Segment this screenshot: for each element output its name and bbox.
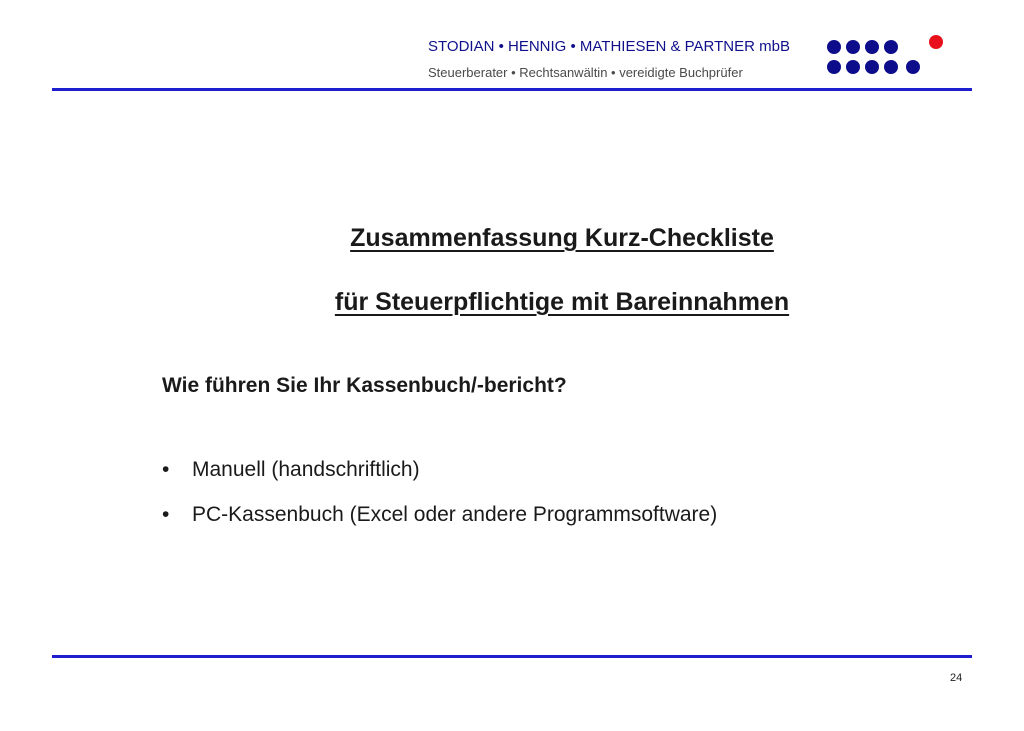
slide-title-line1: Zusammenfassung Kurz-Checkliste xyxy=(350,224,774,252)
slide-title-line2: für Steuerpflichtige mit Bareinnahmen xyxy=(334,288,790,316)
footer-divider xyxy=(52,655,972,658)
logo-dot xyxy=(846,60,860,74)
logo-dot xyxy=(827,40,841,54)
logo-accent-dot xyxy=(929,35,943,49)
logo-dot xyxy=(865,40,879,54)
page-number: 24 xyxy=(950,672,963,684)
firm-name: STODIAN • HENNIG • MATHIESEN & PARTNER mbB xyxy=(428,38,790,55)
header-divider xyxy=(52,88,972,91)
logo-dot xyxy=(865,60,879,74)
logo-dot xyxy=(846,40,860,54)
firm-logo-dots xyxy=(822,30,952,82)
list-item xyxy=(162,458,717,503)
bullet-icon: • xyxy=(162,503,170,526)
list-item xyxy=(162,503,717,548)
logo-dot xyxy=(827,60,841,74)
firm-subtitle: Steuerberater • Rechtsanwältin • vereidigte Buchprüfer xyxy=(428,65,743,80)
bullet-icon: • xyxy=(162,458,170,481)
bullet-text: PC-Kassenbuch (Excel oder andere Programmsoftware) xyxy=(192,503,718,526)
bullet-text: Manuell (handschriftlich) xyxy=(192,458,420,481)
question-heading: Wie führen Sie Ihr Kassenbuch/-bericht? xyxy=(162,374,567,397)
logo-dot xyxy=(906,60,920,74)
logo-dot xyxy=(884,40,898,54)
bullet-list xyxy=(162,458,717,548)
logo-dot xyxy=(884,60,898,74)
